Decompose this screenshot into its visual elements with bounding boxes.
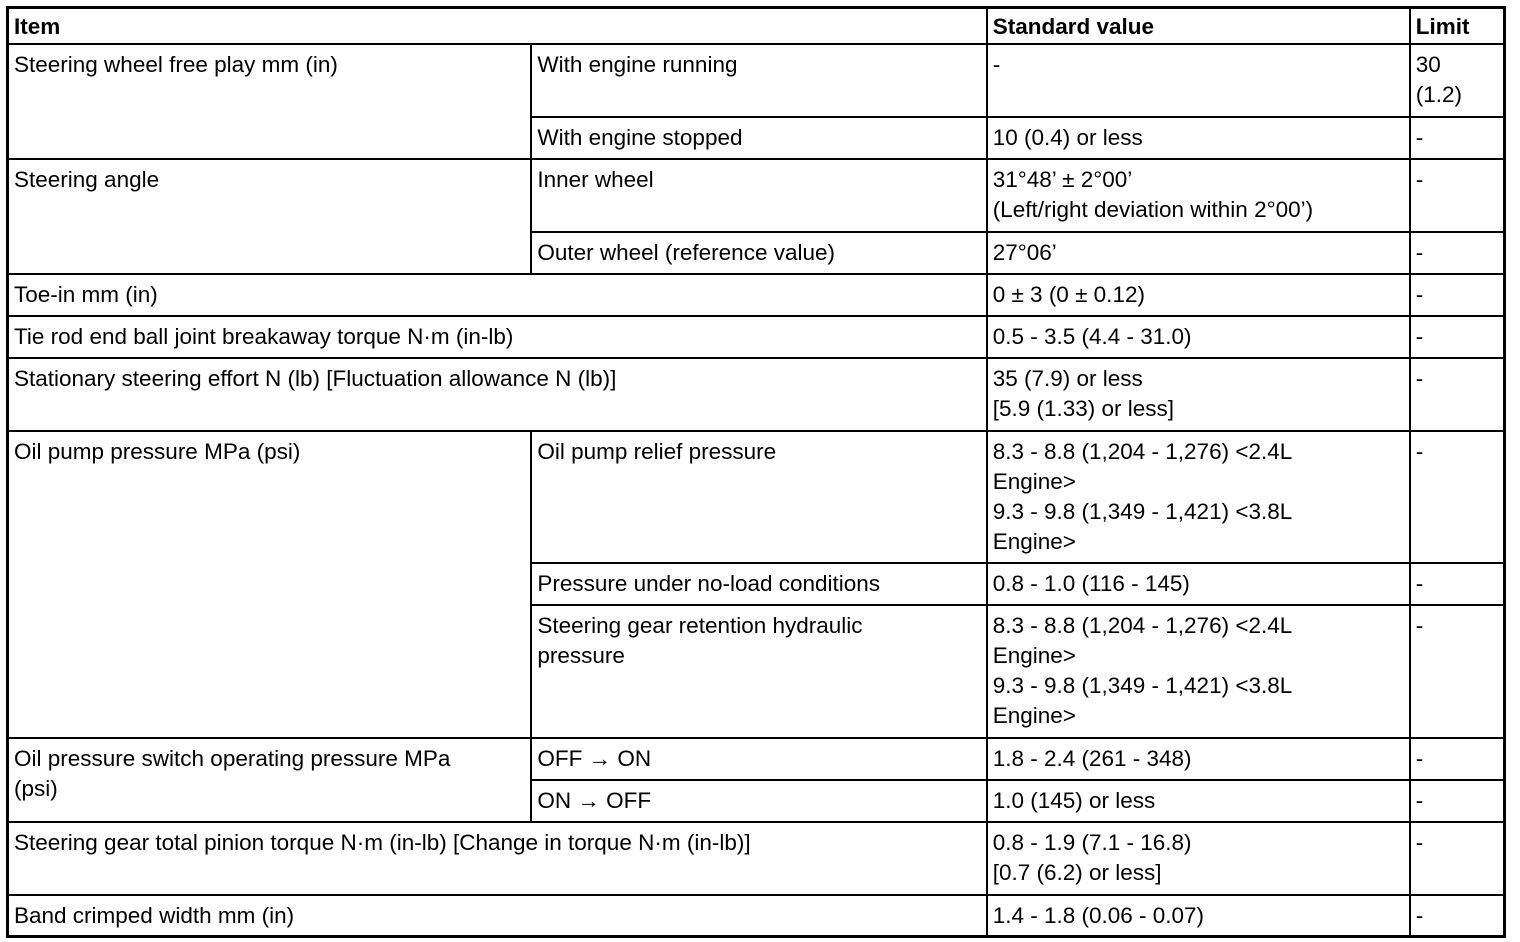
- standard-engine-stopped: 10 (0.4) or less: [987, 117, 1410, 159]
- table-row: [8, 822, 1505, 895]
- standard-on-off: 1.0 (145) or less: [987, 780, 1410, 822]
- condition-no-load: Pressure under no-load conditions: [531, 563, 986, 605]
- table-row: [8, 431, 1505, 563]
- item-pinion-torque: Steering gear total pinion torque N·m (in-lb) [Change in torque N·m (in-lb)]: [8, 822, 987, 895]
- item-oil-pump-pressure: Oil pump pressure MPa (psi): [8, 431, 532, 738]
- table-row: [8, 44, 1505, 117]
- condition-engine-stopped: With engine stopped: [531, 117, 986, 159]
- header-row: [8, 8, 1505, 44]
- item-band-crimped-width: Band crimped width mm (in): [8, 895, 987, 937]
- table-row: [8, 274, 1505, 316]
- item-free-play: Steering wheel free play mm (in): [8, 44, 532, 159]
- limit-band-crimped-width: -: [1410, 895, 1505, 937]
- limit-engine-running: 30 (1.2): [1410, 44, 1505, 117]
- condition-off-on: OFF → ON: [531, 738, 986, 780]
- item-tie-rod-torque: Tie rod end ball joint breakaway torque N·m (in-lb): [8, 316, 987, 358]
- limit-outer-wheel: -: [1410, 232, 1505, 274]
- standard-tie-rod-torque: 0.5 - 3.5 (4.4 - 31.0): [987, 316, 1410, 358]
- condition-retention-pressure: Steering gear retention hydraulic pressure: [531, 605, 986, 738]
- standard-no-load: 0.8 - 1.0 (116 - 145): [987, 563, 1410, 605]
- standard-toe-in: 0 ± 3 (0 ± 0.12): [987, 274, 1410, 316]
- item-oil-pressure-switch: Oil pressure switch operating pressure MPa (psi): [8, 738, 532, 822]
- limit-on-off: -: [1410, 780, 1505, 822]
- limit-inner-wheel: -: [1410, 159, 1505, 232]
- item-toe-in: Toe-in mm (in): [8, 274, 987, 316]
- limit-engine-stopped: -: [1410, 117, 1505, 159]
- limit-relief-pressure: -: [1410, 431, 1505, 563]
- standard-retention-pressure: 8.3 - 8.8 (1,204 - 1,276) <2.4L Engine> 9.3 - 9.8 (1,349 - 1,421) <3.8L Engine>: [987, 605, 1410, 738]
- table-row: [8, 358, 1505, 431]
- condition-relief-pressure: Oil pump relief pressure: [531, 431, 986, 563]
- condition-outer-wheel: Outer wheel (reference value): [531, 232, 986, 274]
- condition-engine-running: With engine running: [531, 44, 986, 117]
- header-standard-value: Standard value: [987, 8, 1410, 44]
- table-row: [8, 738, 1505, 780]
- standard-relief-pressure: 8.3 - 8.8 (1,204 - 1,276) <2.4L Engine> 9.3 - 9.8 (1,349 - 1,421) <3.8L Engine>: [987, 431, 1410, 563]
- table-row: [8, 316, 1505, 358]
- standard-pinion-torque: 0.8 - 1.9 (7.1 - 16.8) [0.7 (6.2) or less]: [987, 822, 1410, 895]
- standard-engine-running: -: [987, 44, 1410, 117]
- spec-table-container: [6, 6, 1506, 935]
- header-limit: Limit: [1410, 8, 1505, 44]
- limit-stationary-effort: -: [1410, 358, 1505, 431]
- standard-band-crimped-width: 1.4 - 1.8 (0.06 - 0.07): [987, 895, 1410, 937]
- service-spec-table: [6, 6, 1506, 938]
- table-row: [8, 895, 1505, 937]
- item-stationary-effort: Stationary steering effort N (lb) [Fluctuation allowance N (lb)]: [8, 358, 987, 431]
- condition-inner-wheel: Inner wheel: [531, 159, 986, 232]
- limit-retention-pressure: -: [1410, 605, 1505, 738]
- standard-off-on: 1.8 - 2.4 (261 - 348): [987, 738, 1410, 780]
- standard-stationary-effort: 35 (7.9) or less [5.9 (1.33) or less]: [987, 358, 1410, 431]
- item-steering-angle: Steering angle: [8, 159, 532, 274]
- limit-no-load: -: [1410, 563, 1505, 605]
- limit-off-on: -: [1410, 738, 1505, 780]
- condition-on-off: ON → OFF: [531, 780, 986, 822]
- header-item: Item: [8, 8, 987, 44]
- standard-outer-wheel: 27°06’: [987, 232, 1410, 274]
- limit-toe-in: -: [1410, 274, 1505, 316]
- limit-tie-rod-torque: -: [1410, 316, 1505, 358]
- limit-pinion-torque: -: [1410, 822, 1505, 895]
- standard-inner-wheel: 31°48’ ± 2°00’ (Left/right deviation within 2°00’): [987, 159, 1410, 232]
- table-row: [8, 159, 1505, 232]
